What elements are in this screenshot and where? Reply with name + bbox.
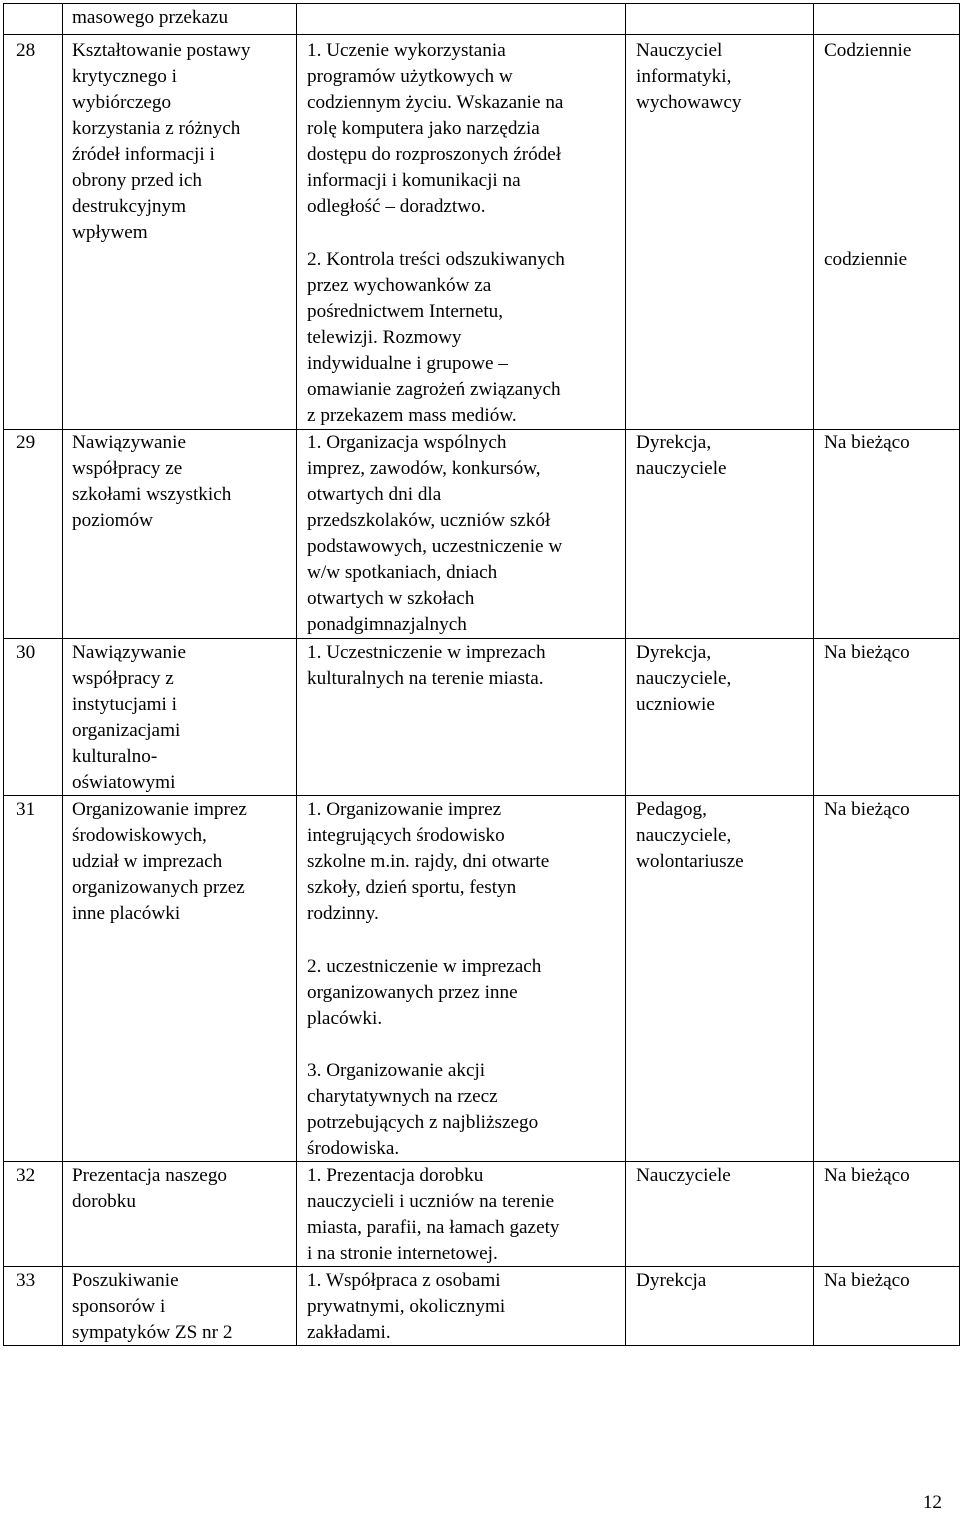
cell-action: 1. Organizowanie imprez integrujących środowisko szkolne m.in. rajdy, dni otwarte szkoły, dzień sportu, festyn rodzinny. — [307, 799, 550, 924]
cell-responsible: Dyrekcja, nauczyciele — [636, 432, 727, 479]
cell-number: 28 — [16, 40, 36, 61]
cell-number: 30 — [16, 642, 36, 663]
cell-responsible: Nauczyciel informatyki, wychowawcy — [636, 40, 742, 113]
cell-deadline: Na bieżąco — [824, 432, 910, 453]
cell-deadline: Na bieżąco — [824, 799, 910, 820]
cell-number: 31 — [16, 799, 36, 820]
cell-number: 33 — [16, 1270, 36, 1291]
cell-number: 29 — [16, 432, 36, 453]
cell-responsible: Dyrekcja, nauczyciele, uczniowie — [636, 642, 732, 715]
cell-deadline: Na bieżąco — [824, 1270, 910, 1291]
page-number: 12 — [922, 1492, 942, 1513]
cell-action: 2. Kontrola treści odszukiwanych przez wychowanków za pośrednictwem Internetu, telewizji. Rozmowy indywidualne i grupowe – omawianie zagrożeń związanych z przekazem mass mediów. — [307, 249, 565, 426]
cell-action: 1. Współpraca z osobami prywatnymi, okolicznymi zakładami. — [307, 1270, 506, 1343]
cell-action: 1. Organizacja wspólnych imprez, zawodów, konkursów, otwartych dni dla przedszkolaków, uczniów szkół podstawowych, uczestniczenie w w/w spotkaniach, dniach otwartych w szkołach ponadgimnazjalnych — [307, 432, 563, 635]
cell-action: 1. Uczenie wykorzystania programów użytkowych w codziennym życiu. Wskazanie na rolę komputera jako narzędzia dostępu do rozproszonych źródeł informacji i komunikacji na odległość – doradztwo. — [307, 40, 564, 217]
cell-deadline: Na bieżąco — [824, 642, 910, 663]
cell-responsible: Pedagog, nauczyciele, wolontariusze — [636, 799, 744, 872]
cell-responsible: Dyrekcja — [636, 1270, 707, 1291]
cell-number: 32 — [16, 1165, 36, 1186]
cell-task: Nawiązywanie współpracy z instytucjami i organizacjami kulturalno- oświatowymi — [72, 642, 187, 793]
cell-task: Organizowanie imprez środowiskowych, udział w imprezach organizowanych przez inne placówki — [72, 799, 247, 924]
cell-action: 1. Prezentacja dorobku nauczycieli i uczniów na terenie miasta, parafii, na łamach gazety i na stronie internetowej. — [307, 1165, 560, 1264]
cell-deadline: codziennie — [824, 249, 908, 270]
cell-task: Prezentacja naszego dorobku — [72, 1165, 228, 1212]
cell-task: Poszukiwanie sponsorów i sympatyków ZS nr 2 — [72, 1270, 233, 1343]
cell-task: Kształtowanie postawy krytycznego i wybiórczego korzystania z różnych źródeł informacji i obrony przed ich destrukcyjnym wpływem — [72, 40, 251, 243]
cell-action: 2. uczestniczenie w imprezach organizowanych przez inne placówki. — [307, 956, 542, 1029]
cell-responsible: Nauczyciele — [636, 1165, 731, 1186]
cell-task: Nawiązywanie współpracy ze szkołami wszystkich poziomów — [72, 432, 232, 531]
cell-cont-task: masowego przekazu — [72, 7, 229, 28]
cell-action: 3. Organizowanie akcji charytatywnych na rzecz potrzebujących z najbliższego środowiska. — [307, 1060, 539, 1159]
cell-action: 1. Uczestniczenie w imprezach kulturalnych na terenie miasta. — [307, 642, 546, 689]
cell-deadline: Na bieżąco — [824, 1165, 910, 1186]
cell-deadline: Codziennie — [824, 40, 912, 61]
